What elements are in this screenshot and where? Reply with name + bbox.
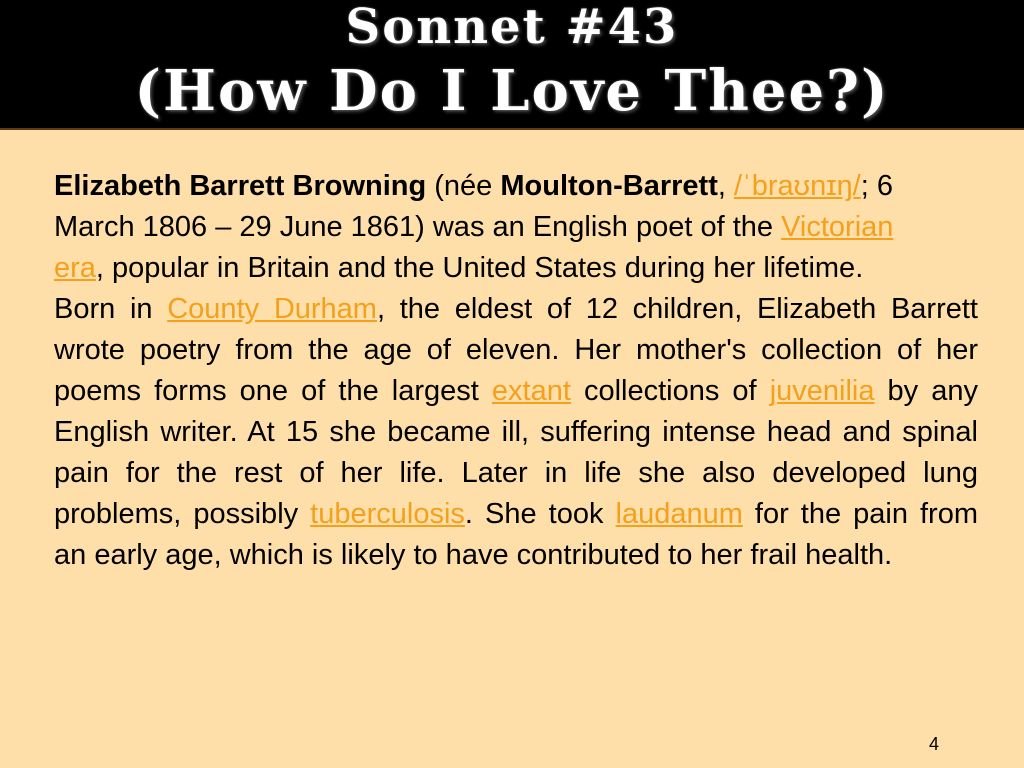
extant-link[interactable]: extant — [491, 375, 571, 407]
maiden-name: Moulton-Barrett — [500, 170, 718, 202]
pronunciation-link[interactable]: /ˈbraʊnɪŋ/ — [733, 170, 861, 202]
slide-subtitle: (How Do I Love Thee?) — [134, 58, 890, 124]
bio-text-2: , the eldest of 12 children, Elizabeth Barrett wrote poetry from the age of eleven. Her mother's collection of her poems forms one of the largest — [54, 293, 978, 407]
slide-body — [54, 166, 978, 576]
bio-text-3: collections of — [570, 375, 770, 407]
page-number: 4 — [929, 734, 940, 754]
bio-text-1: Born in — [54, 293, 168, 325]
intro-ending-text: , popular in Britain and the United States during her lifetime. — [95, 252, 864, 284]
victorian-era-link[interactable]: Victorian era — [54, 211, 894, 284]
biography-paragraph — [54, 289, 978, 576]
slide-title: Sonnet #43 — [345, 0, 679, 55]
comma-text: , — [717, 170, 734, 202]
bio-text-4: by any English writer. At 15 she became ill, suffering intense head and spinal pain for the rest of her life. Later in life she also developed lung problems, possibly — [54, 375, 979, 530]
nee-text: (née — [426, 170, 501, 202]
juvenilia-link[interactable]: juvenilia — [769, 375, 875, 407]
author-name: Elizabeth Barrett Browning — [54, 170, 427, 202]
laudanum-link[interactable]: laudanum — [615, 498, 743, 530]
bio-text-6: for the pain from an early age, which is likely to have contributed to her frail health. — [54, 498, 978, 571]
tuberculosis-link[interactable]: tuberculosis — [310, 498, 465, 530]
bio-text-5: . She took — [464, 498, 616, 530]
intro-paragraph — [54, 166, 944, 289]
dates-text: ; 6 March 1806 – 29 June 1861) was an English poet of the — [54, 170, 893, 243]
county-durham-link[interactable]: County Durham — [167, 293, 377, 325]
title-banner — [0, 0, 1024, 130]
